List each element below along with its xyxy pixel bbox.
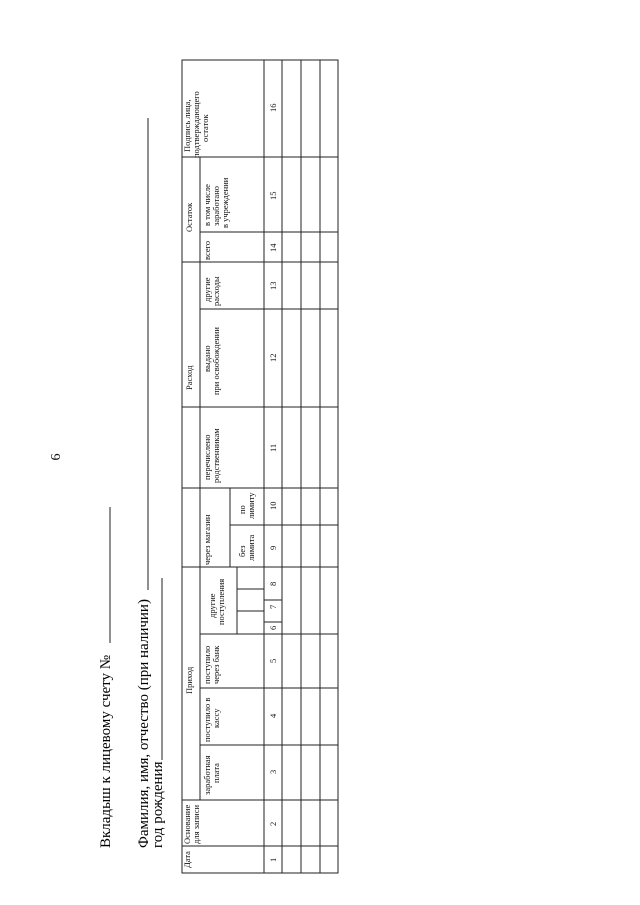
heading-line-1: Вкладыш к лицевому счету № [98,654,114,848]
header-income: Приход [184,666,194,694]
column-number: 13 [268,281,278,290]
column-number: 15 [268,191,278,200]
header-cash-1: поступило в [202,697,212,742]
header-other-exp-2: расходы [211,276,221,306]
heading-line-2: Фамилия, имя, отчество (при наличии) [136,599,152,848]
table-headers [182,91,256,868]
header-other-in-2: поступления [216,578,226,625]
header-signature-2: подтверждающего [191,91,201,158]
page-number: 6 [49,453,64,461]
header-other-in-1: другие [207,593,217,618]
form-heading [98,118,166,848]
column-number: 1 [268,857,278,862]
header-cash-2: кассу [211,708,221,728]
column-number: 2 [268,821,278,826]
header-relatives-1: перечислено [202,434,212,480]
column-number: 11 [268,443,278,452]
header-total: всего [202,240,212,260]
column-number: 3 [268,769,278,774]
header-by-limit-1: по [237,505,247,514]
header-bank-2: через банк [211,645,221,684]
header-date: Дата [182,851,192,868]
column-number: 5 [268,658,278,663]
column-number: 12 [268,353,278,362]
header-by-limit-2: лимиту [246,492,256,519]
header-other-exp-1: другие [202,277,212,302]
header-signature-3: остаток [200,114,210,142]
header-earnings-1: заработная [202,755,212,795]
header-release-2: при освобождении [211,327,221,395]
column-number-row [268,104,278,863]
header-of-which-1: в том числе [202,184,212,226]
column-number: 6 [268,625,278,630]
heading-line-3: год рождения [150,761,166,848]
header-relatives-2: родственникам [211,428,221,483]
header-basis-1: Основание [182,804,192,844]
header-earnings-2: плата [211,763,221,783]
column-number: 9 [268,545,278,550]
header-signature-1: Подпись лица, [182,99,192,152]
header-bank-1: поступило [202,645,212,684]
header-expense: Расход [184,365,194,390]
column-number: 10 [268,501,278,510]
header-no-limit-1: без [237,545,247,557]
header-of-which-2: заработано [211,185,221,226]
column-number: 4 [268,713,278,718]
header-release-1: выдано [202,345,212,372]
header-basis-2: для записи [191,804,201,844]
column-number: 8 [268,581,278,586]
column-number: 7 [268,604,278,609]
column-number: 16 [268,103,278,112]
header-of-which-3: в учреждении [220,177,230,228]
header-balance: Остаток [184,202,194,232]
header-via-shop: через магазин [202,514,212,565]
column-number: 14 [268,243,278,252]
header-no-limit-2: лимита [246,534,256,561]
